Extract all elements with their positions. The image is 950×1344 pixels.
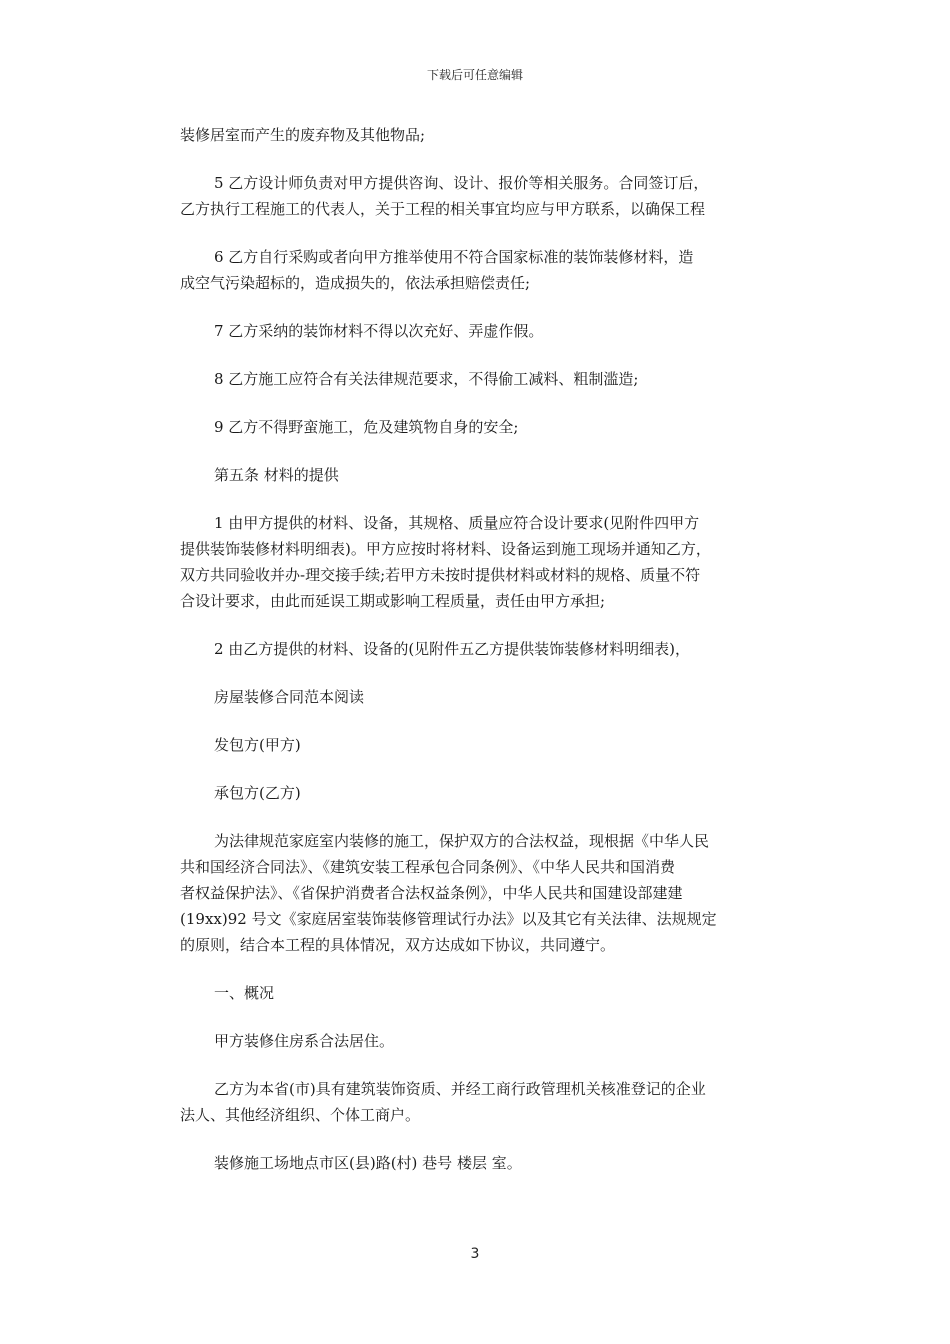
paragraph xyxy=(180,170,780,222)
paragraph-line: 双方共同验收并办-理交接手续;若甲方未按时提供材料或材料的规格、质量不符 xyxy=(180,566,701,584)
paragraph-line: 甲方装修住房系合法居住。 xyxy=(214,1032,395,1050)
paragraph-gap xyxy=(180,488,780,510)
paragraph xyxy=(180,122,780,148)
paragraph-gap xyxy=(180,440,780,462)
paragraph-line: 第五条 材料的提供 xyxy=(214,466,339,484)
paragraph-gap xyxy=(180,614,780,636)
paragraph-gap xyxy=(180,806,780,828)
paragraph-line: 承包方(乙方) xyxy=(214,784,301,802)
document-body xyxy=(180,122,780,1176)
paragraph xyxy=(180,732,780,758)
page-header: 下载后可任意编辑 xyxy=(426,68,523,82)
paragraph-line: 提供装饰装修材料明细表)。甲方应按时将材料、设备运到施工现场并通知乙方， xyxy=(180,540,711,558)
paragraph-line: (19xx)92 号文《家庭居室装饰装修管理试行办法》以及其它有关法律、法规规定 xyxy=(180,910,717,928)
paragraph-line: 装修施工场地点市区(县)路(村) 巷号 楼层 室。 xyxy=(214,1154,522,1172)
paragraph xyxy=(180,1150,780,1176)
paragraph xyxy=(180,828,780,958)
paragraph xyxy=(180,684,780,710)
paragraph-line: 一、概况 xyxy=(214,984,275,1002)
paragraph-gap xyxy=(180,758,780,780)
paragraph-line: 8 乙方施工应符合有关法律规范要求，不得偷工减料、粗制滥造; xyxy=(214,370,639,388)
paragraph-gap xyxy=(180,222,780,244)
paragraph xyxy=(180,510,780,614)
paragraph-line: 2 由乙方提供的材料、设备的(见附件五乙方提供装饰装修材料明细表)， xyxy=(214,640,691,658)
paragraph-line: 1 由甲方提供的材料、设备，其规格、质量应符合设计要求(见附件四甲方 xyxy=(214,514,700,532)
paragraph xyxy=(180,244,780,296)
paragraph-line: 5 乙方设计师负责对甲方提供咨询、设计、报价等相关服务。合同签订后， xyxy=(214,174,709,192)
paragraph-line: 房屋装修合同范本阅读 xyxy=(214,688,365,706)
paragraph xyxy=(180,1028,780,1054)
paragraph-line: 合设计要求，由此而延误工期或影响工程质量，责任由甲方承担; xyxy=(180,592,606,610)
paragraph-line: 7 乙方采纳的装饰材料不得以次充好、弄虚作假。 xyxy=(214,322,544,340)
paragraph-gap xyxy=(180,296,780,318)
paragraph-line: 9 乙方不得野蛮施工，危及建筑物自身的安全; xyxy=(214,418,519,436)
paragraph-gap xyxy=(180,1054,780,1076)
paragraph-line: 为法律规范家庭室内装修的施工，保护双方的合法权益，现根据《中华人民 xyxy=(214,832,710,850)
paragraph xyxy=(180,414,780,440)
paragraph-line: 乙方执行工程施工的代表人，关于工程的相关事宜均应与甲方联系，以确保工程 xyxy=(180,200,706,218)
paragraph-gap xyxy=(180,1128,780,1150)
paragraph-line: 发包方(甲方) xyxy=(214,736,301,754)
paragraph-line: 法人、其他经济组织、个体工商户。 xyxy=(180,1106,421,1124)
paragraph-gap xyxy=(180,710,780,732)
paragraph-line: 共和国经济合同法》、《建筑安装工程承包合同条例》、《中华人民共和国消费 xyxy=(180,858,676,876)
paragraph xyxy=(180,636,780,662)
paragraph-line: 乙方为本省(市)具有建筑装饰资质、并经工商行政管理机关核准登记的企业 xyxy=(214,1080,706,1098)
paragraph-line: 的原则，结合本工程的具体情况，双方达成如下协议，共同遵宁。 xyxy=(180,936,616,954)
paragraph xyxy=(180,366,780,392)
paragraph-gap xyxy=(180,344,780,366)
paragraph-gap xyxy=(180,392,780,414)
paragraph-line: 成空气污染超标的，造成损失的，依法承担赔偿责任; xyxy=(180,274,531,292)
paragraph-gap xyxy=(180,958,780,980)
paragraph xyxy=(180,1076,780,1128)
paragraph xyxy=(180,462,780,488)
paragraph-line: 装修居室而产生的废弃物及其他物品; xyxy=(180,126,426,144)
paragraph xyxy=(180,980,780,1006)
paragraph xyxy=(180,780,780,806)
paragraph-line: 6 乙方自行采购或者向甲方推举使用不符合国家标准的装饰装修材料，造 xyxy=(214,248,694,266)
paragraph-line: 者权益保护法》、《省保护消费者合法权益条例》，中华人民共和国建设部建建 xyxy=(180,884,683,902)
paragraph-gap xyxy=(180,1006,780,1028)
paragraph xyxy=(180,318,780,344)
page-number: 3 xyxy=(470,1246,480,1262)
paragraph-gap xyxy=(180,662,780,684)
paragraph-gap xyxy=(180,148,780,170)
